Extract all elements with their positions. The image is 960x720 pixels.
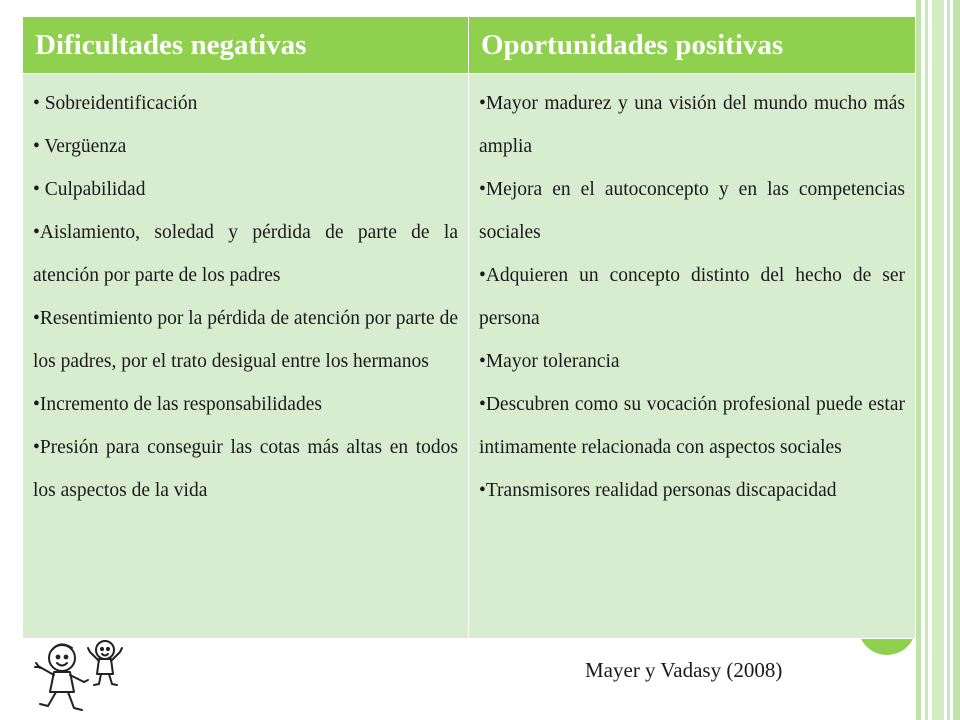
stripe	[953, 0, 960, 720]
negative-difficulties-cell	[23, 74, 469, 639]
list-item: •Aislamiento, soledad y pérdida de parte de la atención por parte de los padres	[33, 222, 458, 286]
decorative-stripes	[914, 0, 960, 720]
table-row	[23, 74, 916, 639]
citation: Mayer y Vadasy (2008)	[585, 658, 783, 682]
list-item: •Descubren como su vocación profesional puede estar intimamente relacionada con aspectos sociales	[479, 394, 905, 458]
comparison-table	[22, 16, 916, 639]
list-item: • Sobreidentificación	[33, 93, 198, 114]
list-item: •Mayor tolerancia	[479, 351, 620, 372]
list-item: •Incremento de las responsabilidades	[33, 394, 322, 415]
list-item: •Mayor madurez y una visión del mundo mucho más amplia	[479, 93, 905, 157]
table-header-row	[23, 17, 916, 74]
stripe	[925, 0, 928, 720]
list-item: • Vergüenza	[33, 136, 127, 157]
list-item: •Presión para conseguir las cotas más altas en todos los aspectos de la vida	[33, 437, 458, 501]
list-item: •Resentimiento por la pérdida de atención por parte de los padres, por el trato desigual entre los hermanos	[33, 308, 458, 372]
header-positive-opportunities: Oportunidades positivas	[469, 17, 916, 74]
positive-opportunities-cell	[469, 74, 916, 639]
header-negative-difficulties: Dificultades negativas	[23, 17, 469, 74]
children-playing-icon	[30, 630, 130, 718]
stripe	[947, 0, 950, 720]
stripe	[932, 0, 944, 720]
list-item: •Adquieren un concepto distinto del hecho de ser persona	[479, 265, 905, 329]
list-item: • Culpabilidad	[33, 179, 146, 200]
list-item: •Transmisores realidad personas discapacidad	[479, 480, 837, 501]
positive-list	[479, 82, 905, 512]
stripe	[916, 0, 921, 720]
list-item: •Mejora en el autoconcepto y en las competencias sociales	[479, 179, 905, 243]
negative-list	[33, 82, 458, 512]
